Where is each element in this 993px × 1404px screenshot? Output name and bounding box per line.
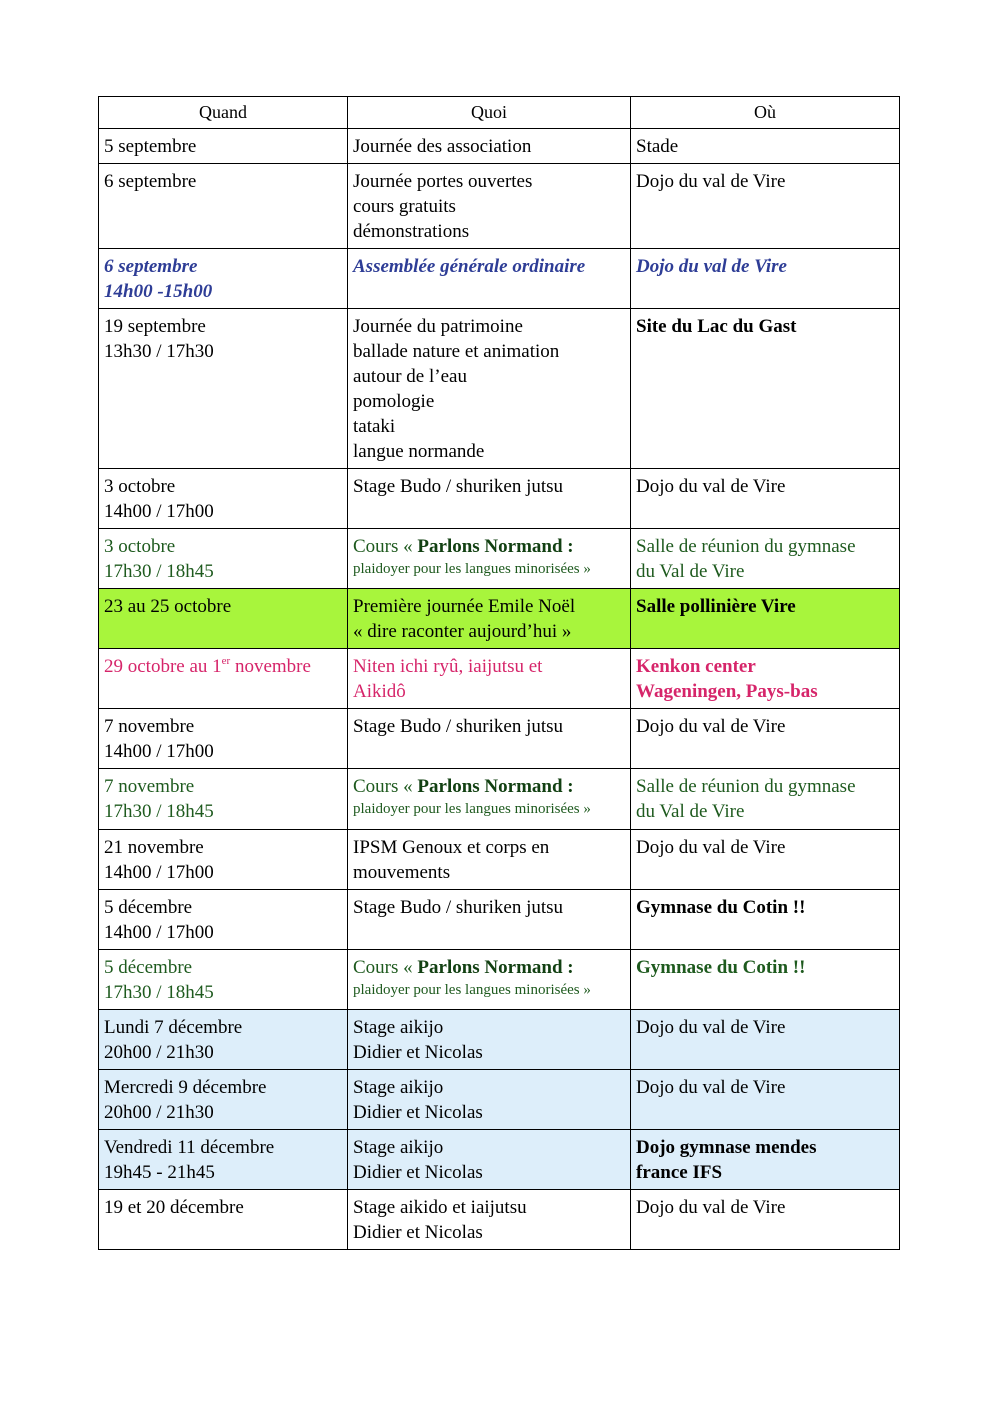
cell-where [631, 890, 900, 950]
cell-what [348, 890, 631, 950]
table-row [99, 469, 900, 529]
header-what: Quoi [348, 97, 631, 129]
cell-where [631, 649, 900, 709]
cell-text: Dojo du val de Vire [636, 837, 786, 858]
header-where: Où [631, 97, 900, 129]
cell-when [99, 709, 348, 769]
cell-text [353, 955, 625, 980]
cell-text: Didier et Nicolas [353, 1102, 483, 1123]
cell-prefix: Cours « [353, 536, 418, 557]
cell-text: Wageningen, Pays-bas [636, 681, 818, 702]
cell-when [99, 830, 348, 890]
cell-where [631, 950, 900, 1010]
cell-text: autour de l’eau [353, 366, 467, 387]
cell-text: Niten ichi ryû, iaijutsu et [353, 656, 543, 677]
cell-text: Salle pollinière Vire [636, 596, 796, 617]
cell-what [348, 589, 631, 649]
cell-text: france IFS [636, 1162, 723, 1183]
cell-text: 5 septembre [104, 136, 197, 157]
cell-text: Dojo du val de Vire [636, 171, 786, 192]
cell-text: langue normande [353, 441, 485, 462]
cell-text: Dojo du val de Vire [636, 476, 786, 497]
cell-text: Stage Budo / shuriken jutsu [353, 897, 564, 918]
cell-what [348, 709, 631, 769]
cell-when [99, 1070, 348, 1130]
cell-text: Stage aikijo [353, 1077, 444, 1098]
cell-superscript: er [221, 655, 231, 667]
cell-where [631, 1130, 900, 1190]
cell-text: Dojo du val de Vire [636, 1077, 786, 1098]
table-row [99, 1070, 900, 1130]
cell-text: 3 octobre [104, 476, 176, 497]
cell-when [99, 1010, 348, 1070]
cell-text: Première journée Emile Noël [353, 596, 576, 617]
cell-text: Journée portes ouvertes [353, 171, 533, 192]
cell-text: 19 septembre [104, 316, 206, 337]
cell-text: 17h30 / 18h45 [104, 801, 214, 822]
cell-where [631, 529, 900, 589]
table-row [99, 249, 900, 309]
cell-text: démonstrations [353, 221, 470, 242]
table-row [99, 890, 900, 950]
cell-where [631, 709, 900, 769]
cell-small: plaidoyer pour les langues minorisées » [353, 561, 591, 577]
cell-text: ballade nature et animation [353, 341, 560, 362]
cell-when [99, 589, 348, 649]
cell-where [631, 1010, 900, 1070]
cell-text: Site du Lac du Gast [636, 316, 797, 337]
table-row [99, 950, 900, 1010]
cell-when [99, 649, 348, 709]
table-row [99, 769, 900, 830]
cell-text: 13h30 / 17h30 [104, 341, 214, 362]
cell-prefix: Cours « [353, 776, 418, 797]
cell-small: plaidoyer pour les langues minorisées » [353, 982, 591, 998]
cell-text: 14h00 / 17h00 [104, 862, 214, 883]
cell-text [353, 774, 625, 799]
cell-what [348, 309, 631, 469]
table-row [99, 649, 900, 709]
cell-where [631, 469, 900, 529]
cell-text: 17h30 / 18h45 [104, 982, 214, 1003]
cell-where [631, 830, 900, 890]
cell-text: Dojo du val de Vire [636, 716, 786, 737]
cell-text: Dojo du val de Vire [636, 1197, 786, 1218]
cell-text [104, 654, 342, 679]
cell-where [631, 249, 900, 309]
cell-what [348, 769, 631, 830]
cell-when [99, 950, 348, 1010]
table-row [99, 1130, 900, 1190]
cell-when [99, 469, 348, 529]
cell-text: Aikidô [353, 681, 406, 702]
cell-text: « dire raconter aujourd’hui » [353, 621, 572, 642]
cell-where [631, 589, 900, 649]
cell-where [631, 129, 900, 164]
cell-text: Stade [636, 136, 679, 157]
cell-text: du Val de Vire [636, 561, 745, 582]
cell-text: 7 novembre [104, 716, 195, 737]
cell-text: Stage aikijo [353, 1137, 444, 1158]
cell-text: Salle de réunion du gymnase [636, 776, 856, 797]
cell-text: 14h00 / 17h00 [104, 922, 214, 943]
cell-text: Didier et Nicolas [353, 1222, 483, 1243]
cell-when [99, 529, 348, 589]
cell-text: du Val de Vire [636, 801, 745, 822]
cell-what [348, 1010, 631, 1070]
cell-text: Stage Budo / shuriken jutsu [353, 716, 564, 737]
cell-text: 20h00 / 21h30 [104, 1042, 214, 1063]
cell-text: Journée des association [353, 136, 532, 157]
cell-text: 5 décembre [104, 957, 193, 978]
cell-what [348, 129, 631, 164]
table-row [99, 164, 900, 249]
cell-text: Gymnase du Cotin !! [636, 897, 806, 918]
cell-text: 19h45 - 21h45 [104, 1162, 215, 1183]
cell-text: 6 septembre [104, 171, 197, 192]
cell-text: 17h30 / 18h45 [104, 561, 214, 582]
cell-text: Stage Budo / shuriken jutsu [353, 476, 564, 497]
cell-when [99, 309, 348, 469]
table-row [99, 589, 900, 649]
cell-text: Didier et Nicolas [353, 1042, 483, 1063]
table-row [99, 129, 900, 164]
cell-what [348, 164, 631, 249]
cell-text: 19 et 20 décembre [104, 1197, 244, 1218]
cell-text: Dojo du val de Vire [636, 1017, 786, 1038]
cell-main: 29 octobre au 1 [104, 656, 222, 677]
table-row [99, 1190, 900, 1250]
cell-where [631, 1070, 900, 1130]
cell-text: 21 novembre [104, 837, 204, 858]
cell-what [348, 950, 631, 1010]
cell-text: Vendredi 11 décembre [104, 1137, 275, 1158]
cell-what [348, 649, 631, 709]
cell-text: 7 novembre [104, 776, 195, 797]
cell-what [348, 469, 631, 529]
cell-when [99, 1190, 348, 1250]
cell-text: 6 septembre [104, 256, 198, 277]
cell-what [348, 529, 631, 589]
schedule-table [98, 96, 900, 1250]
cell-where [631, 1190, 900, 1250]
cell-tail: novembre [230, 656, 311, 677]
cell-when [99, 890, 348, 950]
cell-text: tataki [353, 416, 396, 437]
cell-text: Assemblée générale ordinaire [353, 256, 586, 277]
cell-where [631, 769, 900, 830]
cell-text: 14h00 -15h00 [104, 281, 213, 302]
cell-text: Mercredi 9 décembre [104, 1077, 267, 1098]
cell-what [348, 1070, 631, 1130]
header-row [99, 97, 900, 129]
cell-text: 3 octobre [104, 536, 176, 557]
cell-text: Gymnase du Cotin !! [636, 957, 806, 978]
cell-text: mouvements [353, 862, 451, 883]
cell-what [348, 830, 631, 890]
cell-what [348, 1190, 631, 1250]
cell-text: Lundi 7 décembre [104, 1017, 243, 1038]
table-row [99, 309, 900, 469]
cell-text: Kenkon center [636, 656, 756, 677]
cell-text: 23 au 25 octobre [104, 596, 232, 617]
cell-text: pomologie [353, 391, 435, 412]
cell-when [99, 769, 348, 830]
cell-prefix: Cours « [353, 957, 418, 978]
cell-text: 20h00 / 21h30 [104, 1102, 214, 1123]
cell-text: cours gratuits [353, 196, 456, 217]
cell-where [631, 309, 900, 469]
cell-text: Stage aikido et iaijutsu [353, 1197, 527, 1218]
cell-text: Dojo du val de Vire [636, 256, 787, 277]
cell-what [348, 1130, 631, 1190]
table-row [99, 830, 900, 890]
table-row [99, 709, 900, 769]
cell-text: Journée du patrimoine [353, 316, 523, 337]
table-row [99, 1010, 900, 1070]
cell-when [99, 1130, 348, 1190]
cell-where [631, 164, 900, 249]
cell-text: Stage aikijo [353, 1017, 444, 1038]
cell-text: Dojo gymnase mendes [636, 1137, 817, 1158]
cell-when [99, 129, 348, 164]
cell-what [348, 249, 631, 309]
cell-bold: Parlons Normand : [417, 536, 574, 557]
cell-bold: Parlons Normand : [417, 957, 574, 978]
cell-text: 5 décembre [104, 897, 193, 918]
cell-text: Salle de réunion du gymnase [636, 536, 856, 557]
cell-bold: Parlons Normand : [417, 776, 574, 797]
cell-when [99, 249, 348, 309]
cell-when [99, 164, 348, 249]
cell-text: IPSM Genoux et corps en [353, 837, 550, 858]
cell-text: 14h00 / 17h00 [104, 741, 214, 762]
cell-small: plaidoyer pour les langues minorisées » [353, 801, 591, 817]
table-row [99, 529, 900, 589]
cell-text: 14h00 / 17h00 [104, 501, 214, 522]
cell-text [353, 534, 625, 559]
cell-text: Didier et Nicolas [353, 1162, 483, 1183]
header-when: Quand [99, 97, 348, 129]
